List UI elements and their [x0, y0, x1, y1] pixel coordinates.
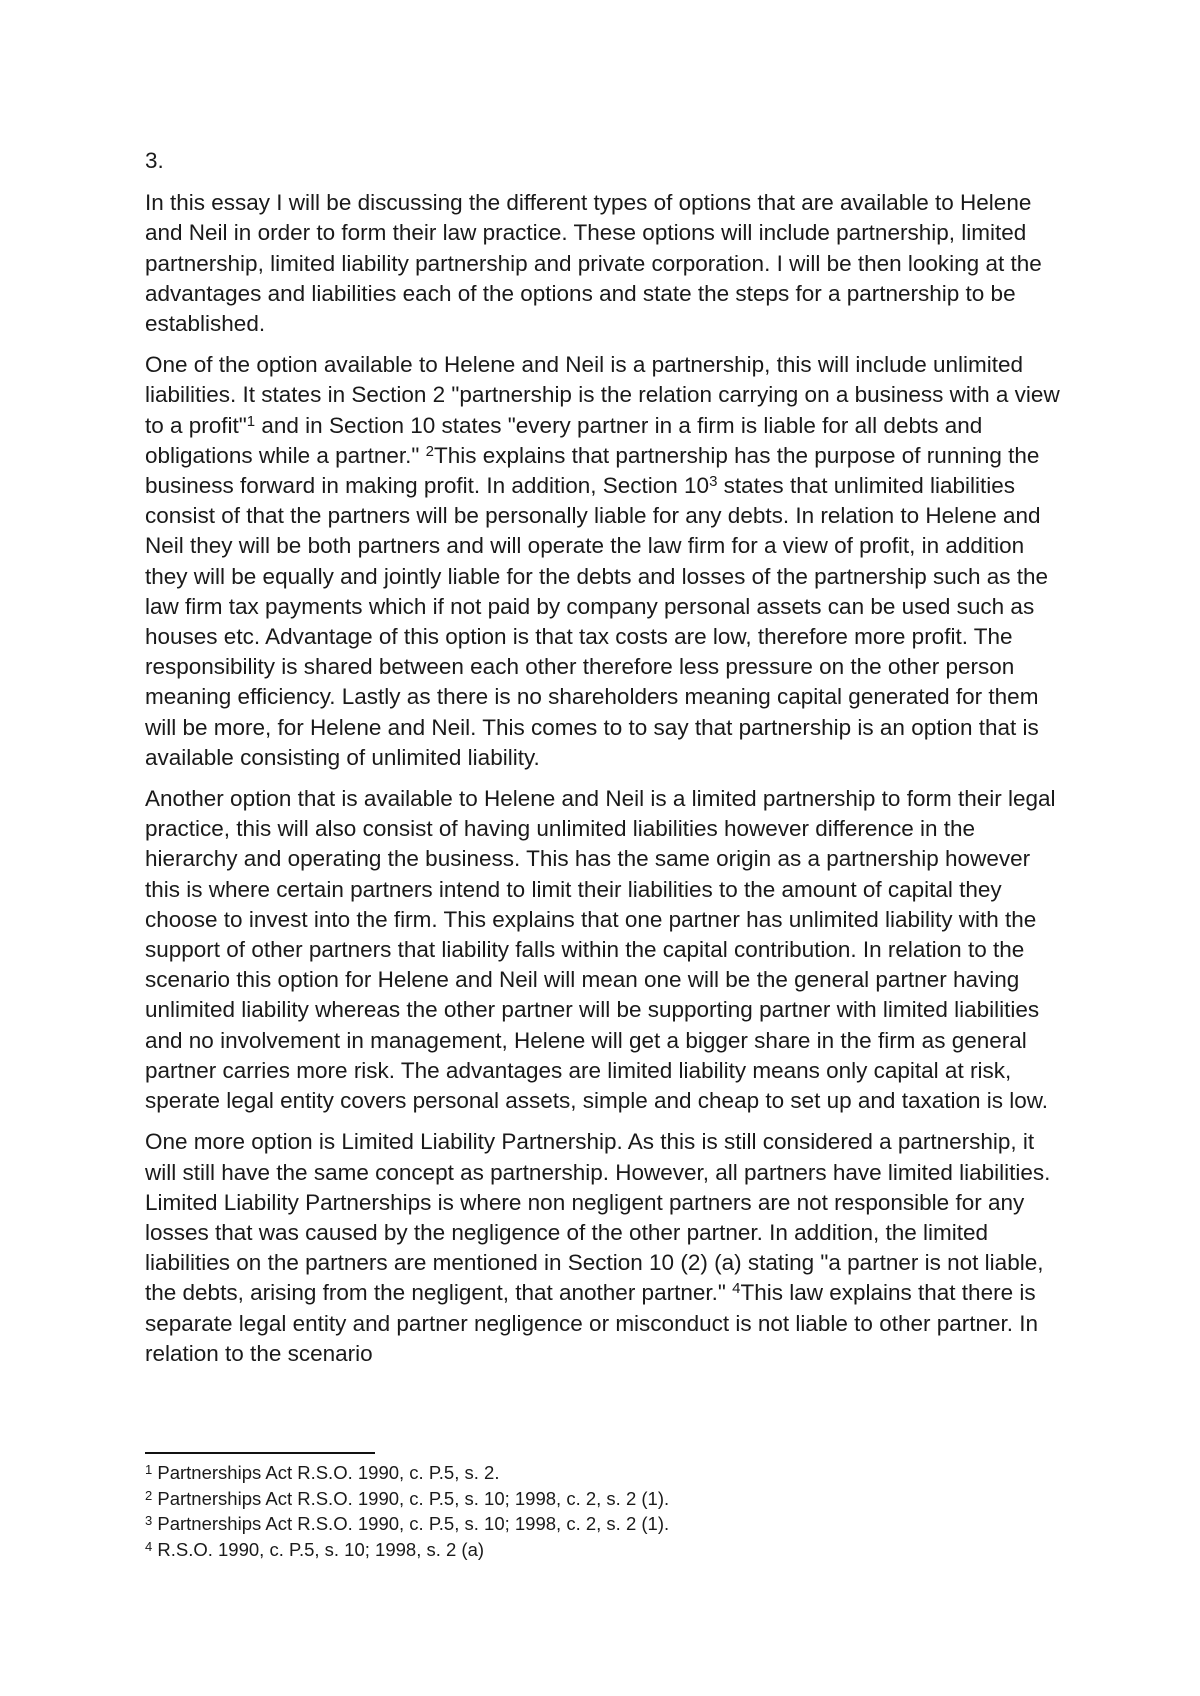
paragraph-text: One of the option available to Helene and Neil is a partnership, this will include unlimited liabilities. It states in Section 2 "partnership is the relation carrying on a business with a view to a profit" [145, 352, 1060, 438]
paragraph-llp [145, 1127, 1060, 1369]
footnote [145, 1511, 1060, 1537]
footnote [145, 1460, 1060, 1486]
section-number: 3. [145, 148, 164, 173]
essay-body [145, 146, 1060, 1380]
footnote-separator [145, 1452, 375, 1454]
footnote-number: 4 [145, 1538, 153, 1554]
paragraph-intro: In this essay I will be discussing the different types of options that are available to Helene and Neil in order to form their law practice. These options will include partnership, limited partnership, limited liability partnership and private corporation. I will be then looking at the advantages and liabilities each of the options and state the steps for a partnership to be established. [145, 190, 1042, 337]
paragraph-text: This law explains that there is separate legal entity and partner negligence or misconduct is not liable to other partner. In relation to the scenario [145, 1280, 1039, 1366]
footnote-text: R.S.O. 1990, c. P.5, s. 10; 1998, s. 2 (a) [152, 1538, 485, 1560]
paragraph-text: and in Section 10 states "every partner in a firm is liable for all debts and obligations while a partner." [145, 412, 983, 468]
footnote [145, 1486, 1060, 1512]
footnote [145, 1537, 1060, 1563]
paragraph-text: One more option is Limited Liability Partnership. As this is still considered a partnership, it will still have the same concept as partnership. However, all partners have limited liabilities. Limited Liability Partnerships is where non negligent partners are not responsible for any losses that was caused by the negligence of the other partner. In addition, the limited liabilities on the partners are mentioned in Section 10 (2) (a) stating "a partner is not liable, the debts, arising from the negligent, that another partner." [145, 1129, 1051, 1306]
footnote-ref: 4 [732, 1280, 741, 1298]
footnote-number: 3 [145, 1513, 153, 1528]
footnote-text: Partnerships Act R.S.O. 1990, c. P.5, s. 10; 1998, c. 2, s. 2 (1). [152, 1513, 670, 1534]
footnotes [145, 1452, 1060, 1562]
footnote-ref: 3 [709, 473, 718, 491]
footnote-text: Partnerships Act R.S.O. 1990, c. P.5, s. 10; 1998, c. 2, s. 2 (1). [152, 1487, 670, 1509]
footnote-ref: 2 [425, 442, 435, 460]
footnote-text: Partnerships Act R.S.O. 1990, c. P.5, s. 2. [152, 1462, 500, 1483]
paragraph-text: states that unlimited liabilities consist of that the partners will be personally liable for any debts. In relation to Helene and Neil they will be both partners and will operate the law firm for a view of profit, in addition they will be equally and jointly liable for the debts and losses of the partnership such as the law firm tax payments which if not paid by company personal assets can be used such as houses etc. Advantage of this option is that tax costs are low, therefore more profit. The responsibility is shared between each other therefore less pressure on the other person meaning efficiency. Lastly as there is no shareholders meaning capital generated for them will be more, for Helene and Neil. This comes to to say that partnership is an option that is available consisting of unlimited liability. [145, 473, 1049, 770]
footnote-number: 2 [145, 1487, 153, 1503]
footnote-number: 1 [145, 1462, 153, 1477]
paragraph-partnership [145, 350, 1060, 773]
paragraph-text: This explains that partnership has the purpose of running the business forward in making profit. In addition, Section 10 [145, 442, 1040, 499]
paragraph-limited-partnership: Another option that is available to Helene and Neil is a limited partnership to form their legal practice, this will also consist of having unlimited liabilities however difference in the hierarchy and operating the business. This has the same origin as a partnership however this is where certain partners intend to limit their liabilities to the amount of capital they choose to invest into the firm. This explains that one partner has unlimited liability with the support of other partners that liability falls within the capital contribution. In relation to the scenario this option for Helene and Neil will mean one will be the general partner having unlimited liability whereas the other partner will be supporting partner with limited liabilities and no involvement in management, Helene will get a bigger share in the firm as general partner carries more risk. The advantages are limited liability means only capital at risk, sperate legal entity covers personal assets, simple and cheap to set up and taxation is low. [145, 786, 1056, 1114]
footnote-ref: 1 [246, 412, 256, 430]
